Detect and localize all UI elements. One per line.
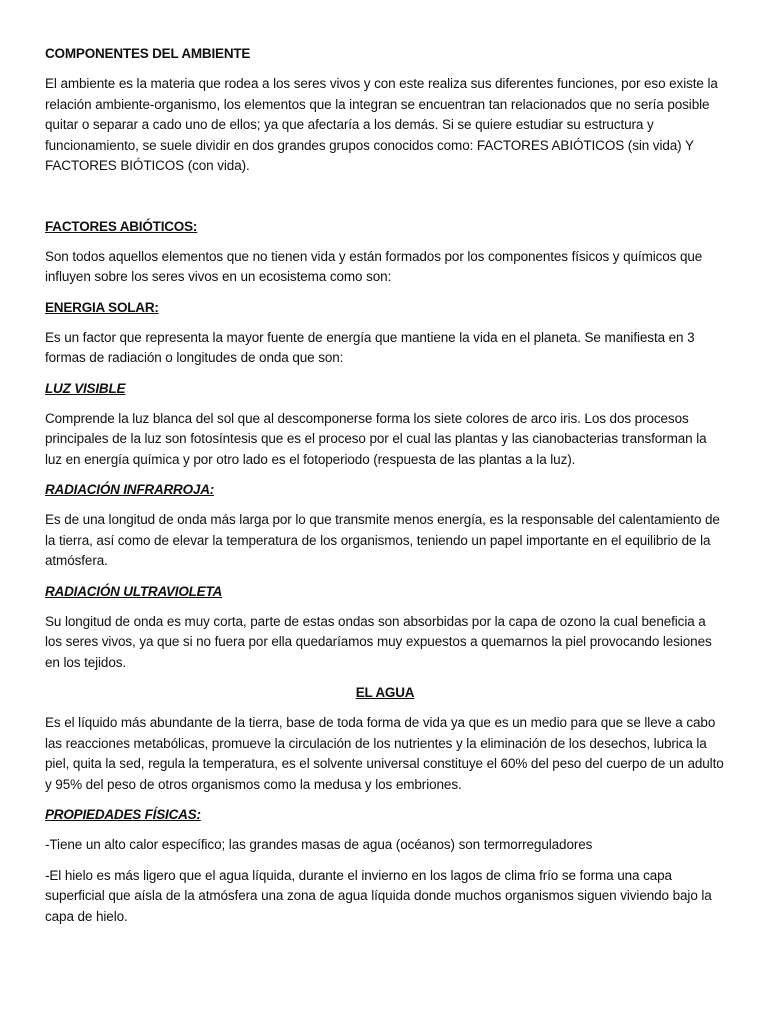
propiedad-item: -Tiene un alto calor específico; las grandes masas de agua (océanos) son termorreguladores	[45, 837, 593, 852]
luz-visible-paragraph: Comprende la luz blanca del sol que al descomponerse forma los siete colores de arco iris. Los dos procesos principales de la luz son fotosíntesis que es el proceso por el cual las plantas y las cianobacterias transforman la luz en energía química y por otro lado es el fotoperiodo (respuesta de las plantas a la luz).	[45, 410, 707, 467]
infrarroja-paragraph: Es de una longitud de onda más larga por lo que transmite menos energía, es la responsable del calentamiento de la tierra, así como de elevar la temperatura de los organismos, teniendo un papel importante en el equilibrio de la atmósfera.	[45, 512, 720, 568]
document-page	[45, 44, 725, 937]
infrarroja-heading: RADIACIÓN INFRARROJA:	[45, 482, 215, 497]
propiedades-heading: PROPIEDADES FÍSICAS:	[45, 807, 201, 822]
propiedad-item: -El hielo es más ligero que el agua líquida, durante el invierno en los lagos de clima frío se forma una capa superficial que aísla de la atmósfera una zona de agua líquida donde muchos organismos siguen viviendo bajo la capa de hielo.	[45, 867, 712, 924]
energia-solar-paragraph: Es un factor que representa la mayor fuente de energía que mantiene la vida en el planeta. Se manifiesta en 3 formas de radiación o longitudes de onda que son:	[45, 329, 695, 365]
intro-paragraph: El ambiente es la materia que rodea a los seres vivos y con este realiza sus diferentes funciones, por eso existe la relación ambiente-organismo, los elementos que la integran se encuentran tan relacionados que no sería posible quitar o separar a cado uno de ellos; ya que afectaría a los demás. Si se quiere estudiar su estructura y funcionamiento, se suele dividir en dos grandes grupos conocidos como: FACTORES ABIÓTICOS (sin vida) Y FACTORES BIÓTICOS (con vida).	[45, 76, 718, 173]
abioticos-paragraph: Son todos aquellos elementos que no tienen vida y están formados por los componentes físicos y químicos que influyen sobre los seres vivos en un ecosistema como son:	[45, 248, 703, 284]
spacer	[45, 187, 725, 217]
document-title: COMPONENTES DEL AMBIENTE	[45, 46, 251, 61]
abioticos-heading: FACTORES ABIÓTICOS:	[45, 218, 198, 234]
agua-paragraph: Es el líquido más abundante de la tierra, base de toda forma de vida ya que es un medio para que se lleve a cabo las reacciones metabólicas, promueve la circulación de los nutrientes y la eliminación de los desechos, lubrica la piel, quita la sed, regula la temperatura, es el solvente universal constituye el 60% del peso del cuerpo de un adulto y 95% del peso de otros organismos como la medusa y los embriones.	[45, 715, 724, 792]
energia-solar-heading: ENERGIA SOLAR:	[45, 299, 159, 315]
luz-visible-heading: LUZ VISIBLE	[45, 380, 126, 396]
agua-heading: EL AGUA	[355, 685, 415, 700]
ultravioleta-paragraph: Su longitud de onda es muy corta, parte de estas ondas son absorbidas por la capa de ozono la cual beneficia a los seres vivos, ya que si no fuera por ella quedaríamos muy expuestos a quemarnos la piel provocando lesiones en los tejidos.	[45, 613, 712, 670]
ultravioleta-heading: RADIACIÓN ULTRAVIOLETA	[45, 583, 223, 599]
